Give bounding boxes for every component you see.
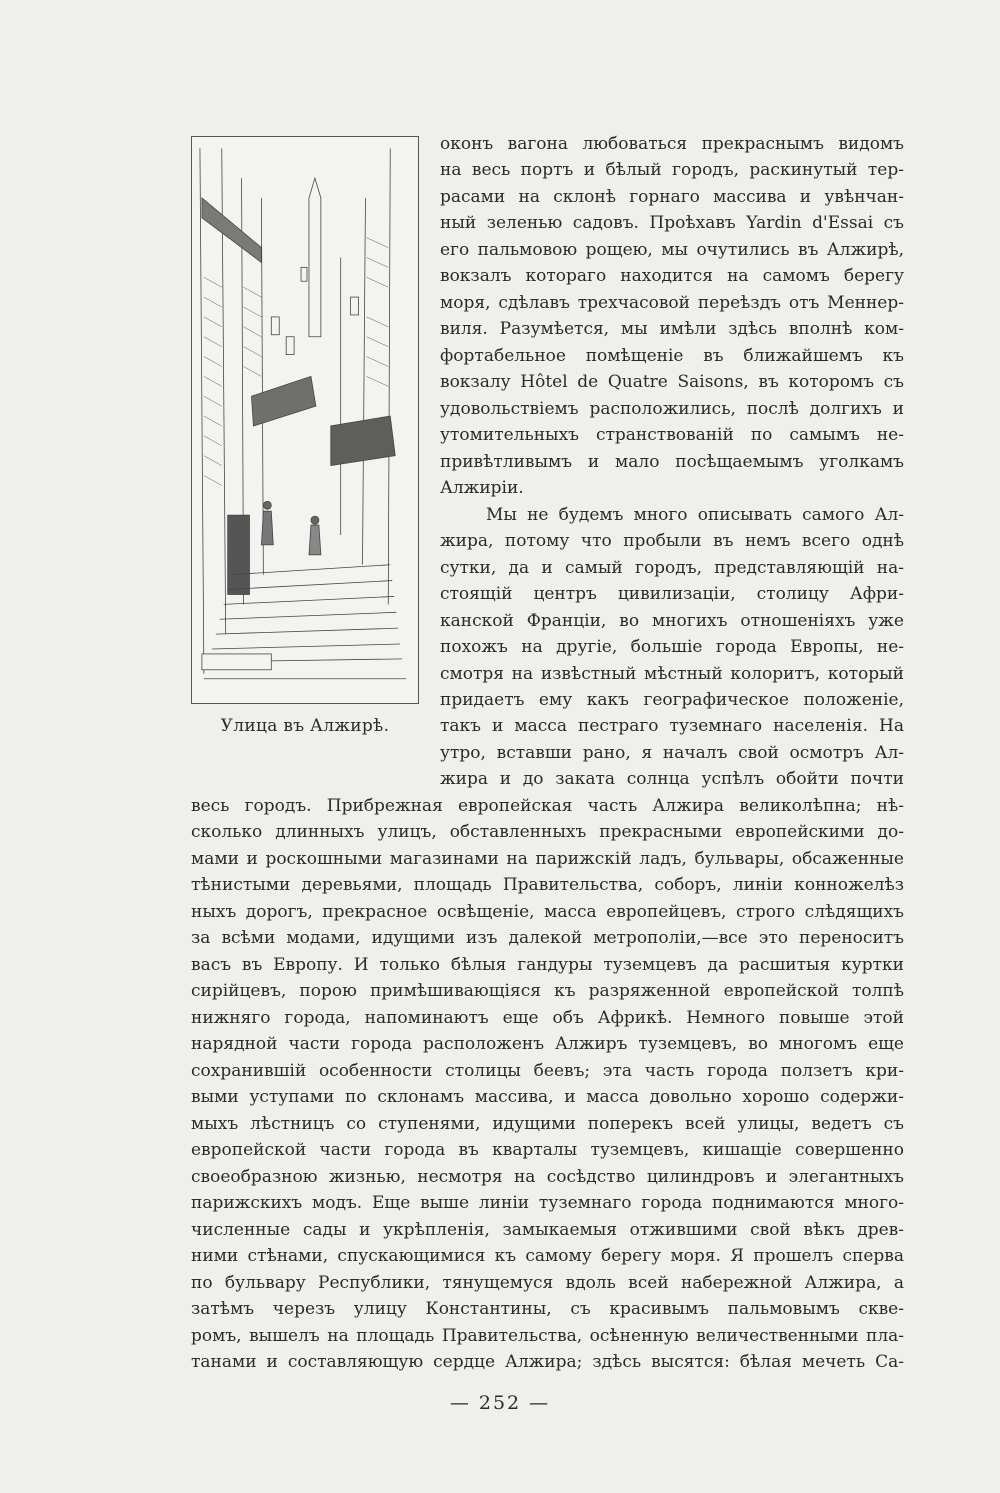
engraving-image xyxy=(192,137,418,703)
text-line: удовольствіемъ расположились, послѣ долгихъ и xyxy=(440,399,904,419)
text-line: ный зеленью садовъ. Проѣхавъ Yardin d'Essai съ xyxy=(440,213,904,233)
text-line: выми уступами по склонамъ массива, и масса довольно хорошо содержи- xyxy=(191,1087,904,1107)
text-line: жира и до заката солнца успѣлъ обойти почти xyxy=(440,769,904,789)
text-line: сутки, да и самый городъ, представляющій на- xyxy=(440,558,904,578)
figure-caption: Улица въ Алжирѣ. xyxy=(220,716,390,736)
text-line: за всѣми модами, идущими изъ далекой метрополіи,—все это переноситъ xyxy=(191,928,904,948)
text-line: жира, потому что пробыли въ немъ всего однѣ xyxy=(440,531,904,551)
text-line: его пальмовою рощею, мы очутились въ Алжирѣ, xyxy=(440,240,904,260)
text-line: нарядной части города расположенъ Алжиръ туземцевъ, во многомъ еще xyxy=(191,1034,904,1054)
text-line: моря, сдѣлавъ трехчасовой переѣздъ отъ Меннер- xyxy=(440,293,904,313)
text-line: оконъ вагона любоваться прекраснымъ видомъ xyxy=(440,134,904,154)
text-line: европейской части города въ кварталы туземцевъ, кишащіе совершенно xyxy=(191,1140,904,1160)
text-line: Мы не будемъ много описывать самого Ал- xyxy=(486,505,904,525)
text-line: парижскихъ модъ. Еще выше линіи туземнаго города поднимаются много- xyxy=(191,1193,904,1213)
text-line: расами на склонѣ горнаго массива и увѣнчан- xyxy=(440,187,904,207)
text-line: тѣнистыми деревьями, площадь Правительства, соборъ, линіи конножелѣз xyxy=(191,875,904,895)
text-line: такъ и масса пестраго туземнаго населенія. На xyxy=(440,716,904,736)
text-line: утро, вставши рано, я началъ свой осмотръ Ал- xyxy=(440,743,904,763)
text-line: привѣтливымъ и мало посѣщаемымъ уголкамъ xyxy=(440,452,904,472)
text-line: сохранившій особенности столицы беевъ; эта часть города ползетъ кри- xyxy=(191,1061,904,1081)
text-line: ныхъ дорогъ, прекрасное освѣщеніе, масса европейцевъ, строго слѣдящихъ xyxy=(191,902,904,922)
text-line: численные сады и укрѣпленія, замыкаемыя отжившими свой вѣкъ древ- xyxy=(191,1220,904,1240)
text-line: васъ въ Европу. И только бѣлыя гандуры туземцевъ да расшитыя куртки xyxy=(191,955,904,975)
text-line: придаетъ ему какъ географическое положеніе, xyxy=(440,690,904,710)
text-line: виля. Разумѣется, мы имѣли здѣсь вполнѣ ком- xyxy=(440,319,904,339)
text-line: мыхъ лѣстницъ со ступенями, идущими поперекъ всей улицы, ведетъ съ xyxy=(191,1114,904,1134)
text-line: своеобразною жизнью, несмотря на сосѣдство цилиндровъ и элегантныхъ xyxy=(191,1167,904,1187)
text-line: похожъ на другіе, большіе города Европы, не- xyxy=(440,637,904,657)
text-line: смотря на извѣстный мѣстный колоритъ, который xyxy=(440,664,904,684)
text-line: мами и роскошными магазинами на парижскій ладъ, бульвары, обсаженные xyxy=(191,849,904,869)
text-line: канской Франціи, во многихъ отношеніяхъ уже xyxy=(440,611,904,631)
page-number: — 252 — xyxy=(449,1392,551,1414)
text-line: Алжиріи. xyxy=(440,478,524,498)
text-line: вокзалу Hôtel de Quatre Saisons, въ которомъ съ xyxy=(440,372,904,392)
text-line: затѣмъ черезъ улицу Константины, съ красивымъ пальмовымъ скве- xyxy=(191,1299,904,1319)
text-line: на весь портъ и бѣлый городъ, раскинутый тер- xyxy=(440,160,904,180)
text-line: ними стѣнами, спускающимися къ самому берегу моря. Я прошелъ сперва xyxy=(191,1246,904,1266)
text-line: утомительныхъ странствованій по самымъ не- xyxy=(440,425,904,445)
street-illustration xyxy=(191,136,419,704)
text-line: вокзалъ котораго находится на самомъ берегу xyxy=(440,266,904,286)
text-line: сколько длинныхъ улицъ, обставленныхъ прекрасными европейскими до- xyxy=(191,822,904,842)
text-line: по бульвару Республики, тянущемуся вдоль всей набережной Алжира, а xyxy=(191,1273,904,1293)
text-line: сирійцевъ, порою примѣшивающіяся къ разряженной европейской толпѣ xyxy=(191,981,904,1001)
text-line: нижняго города, напоминаютъ еще объ Африкѣ. Немного повыше этой xyxy=(191,1008,904,1028)
text-line: стоящій центръ цивилизаціи, столицу Афри- xyxy=(440,584,904,604)
text-line: танами и составляющую сердце Алжира; здѣсь высятся: бѣлая мечеть Са- xyxy=(191,1352,904,1372)
text-line: ромъ, вышелъ на площадь Правительства, осѣненную величественными пла- xyxy=(191,1326,904,1346)
text-line: фортабельное помѣщеніе въ ближайшемъ къ xyxy=(440,346,904,366)
text-line: весь городъ. Прибрежная европейская часть Алжира великолѣпна; нѣ- xyxy=(191,796,904,816)
